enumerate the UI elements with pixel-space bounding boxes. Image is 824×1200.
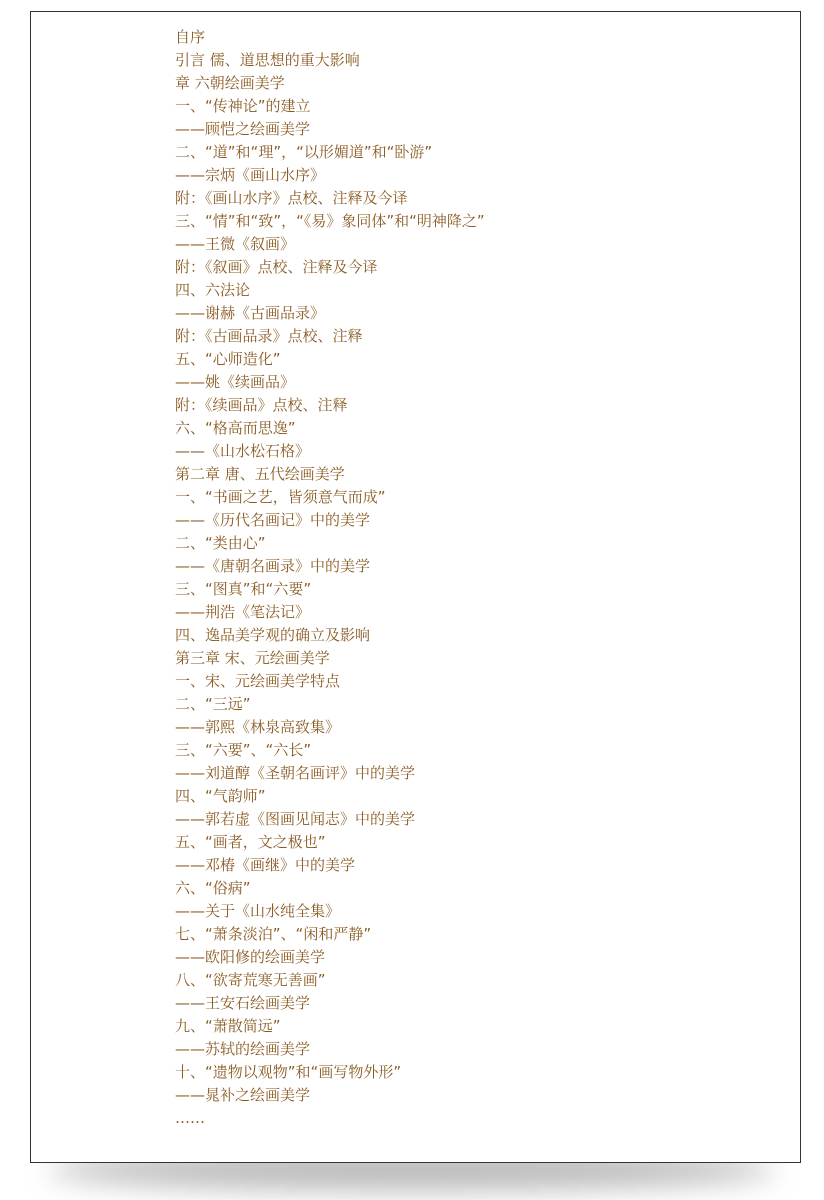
toc-entry: ——晁补之绘画美学 (175, 1086, 311, 1104)
toc-entry: ——宗炳《画山水序》 (175, 166, 326, 184)
toc-entry: 九、“萧散简远” (175, 1017, 281, 1035)
toc-entry: ——王微《叙画》 (175, 235, 296, 253)
toc-entry: 十、“遗物以观物”和“画写物外形” (175, 1063, 402, 1081)
toc-entry: 二、“类由心” (175, 534, 266, 552)
toc-entry: 附：《古画品录》点校、注释 (175, 327, 363, 345)
toc-entry: 五、“心师造化” (175, 350, 281, 368)
toc-entry: …… (175, 1109, 205, 1127)
toc-entry: 七、“萧条淡泊”、“闲和严静” (175, 925, 372, 943)
toc-entry: 四、“气韵师” (175, 787, 266, 805)
toc-entry: 四、六法论 (175, 281, 251, 299)
toc-entry: ——《历代名画记》中的美学 (175, 511, 371, 529)
toc-entry: 附：《叙画》点校、注释及今译 (175, 258, 378, 276)
toc-entry: ——郭若虚《图画见闻志》中的美学 (175, 810, 416, 828)
toc-entry: 附：《续画品》点校、注释 (175, 396, 348, 414)
toc-entry: 二、“三远” (175, 695, 251, 713)
toc-entry: 一、“书画之艺，皆须意气而成” (175, 488, 386, 506)
toc-entry: ——王安石绘画美学 (175, 994, 311, 1012)
toc-entry: ——谢赫《古画品录》 (175, 304, 326, 322)
toc-entry: 章 六朝绘画美学 (175, 74, 285, 92)
document-page (30, 11, 801, 1163)
toc-entry: 六、“俗病” (175, 879, 251, 897)
toc-entry: ——《山水松石格》 (175, 442, 311, 460)
toc-entry: 八、“欲寄荒寒无善画” (175, 971, 326, 989)
toc-entry: ——邓椿《画继》中的美学 (175, 856, 356, 874)
toc-entry: ——顾恺之绘画美学 (175, 120, 311, 138)
toc-entry: ——姚《续画品》 (175, 373, 296, 391)
toc-entry: 自序 (175, 28, 206, 46)
toc-entry: 一、宋、元绘画美学特点 (175, 672, 341, 690)
toc-entry: ——荆浩《笔法记》 (175, 603, 311, 621)
toc-entry: 一、“传神论”的建立 (175, 97, 311, 115)
toc-entry: 附：《画山水序》点校、注释及今译 (175, 189, 408, 207)
toc-entry: 六、“格高而思逸” (175, 419, 296, 437)
toc-entry: 第三章 宋、元绘画美学 (175, 649, 330, 667)
table-of-contents (175, 26, 485, 1130)
toc-entry: ——刘道醇《圣朝名画评》中的美学 (175, 764, 416, 782)
toc-entry: ——《唐朝名画录》中的美学 (175, 557, 371, 575)
toc-entry: 二、“道”和“理”，“以形媚道”和“卧游” (175, 143, 433, 161)
toc-entry: 三、“图真”和“六要” (175, 580, 312, 598)
toc-entry: 第二章 唐、五代绘画美学 (175, 465, 345, 483)
toc-entry: 引言 儒、道思想的重大影响 (175, 51, 360, 69)
toc-entry: 三、“情”和“致”，“《易》象同体”和“明神降之” (175, 212, 485, 230)
toc-entry: ——欧阳修的绘画美学 (175, 948, 326, 966)
toc-entry: ——苏轼的绘画美学 (175, 1040, 311, 1058)
toc-entry: 四、逸品美学观的确立及影响 (175, 626, 371, 644)
toc-entry: ——郭熙《林泉高致集》 (175, 718, 341, 736)
toc-entry: 五、“画者，文之极也” (175, 833, 326, 851)
toc-entry: 三、“六要”、“六长” (175, 741, 312, 759)
toc-entry: ——关于《山水纯全集》 (175, 902, 341, 920)
